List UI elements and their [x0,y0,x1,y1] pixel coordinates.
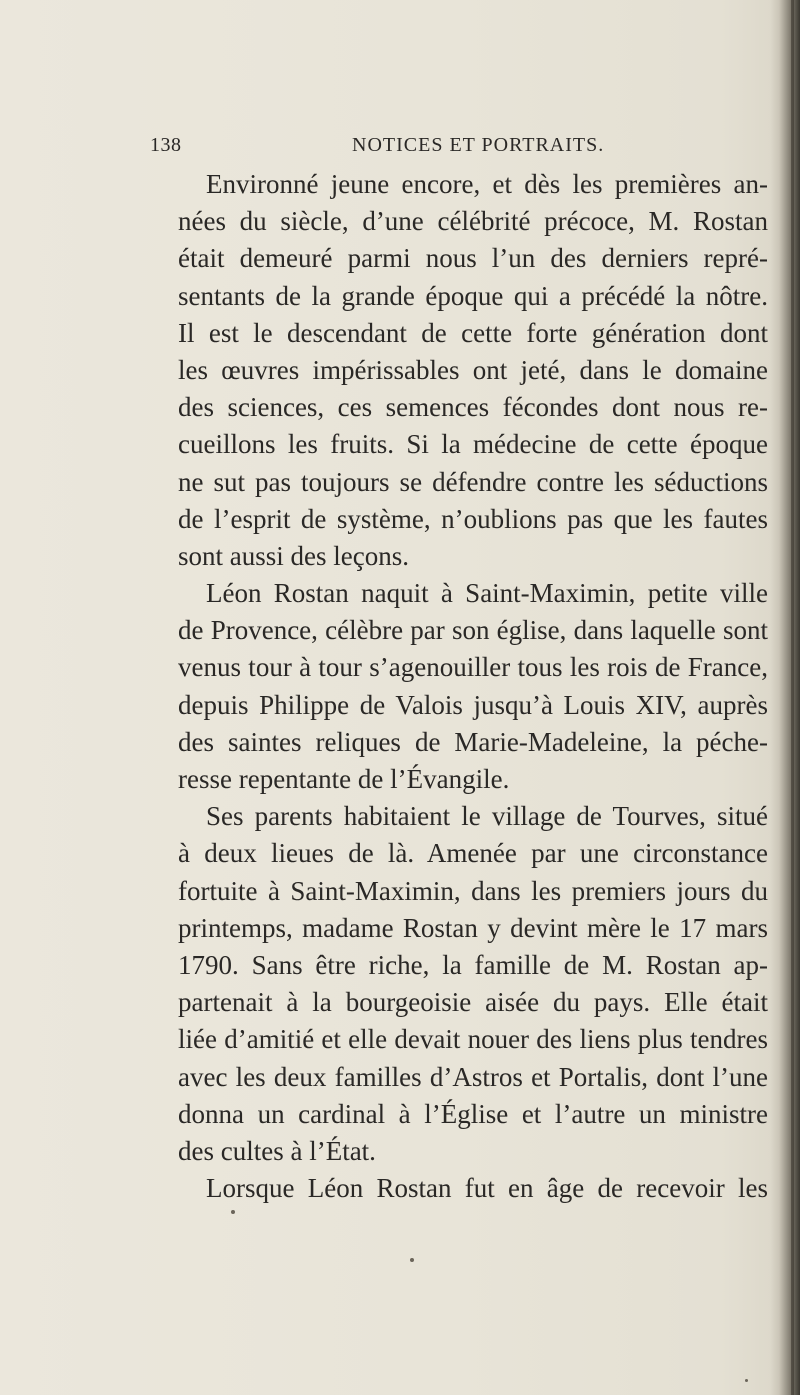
text-line: donna un cardinal à l’Église et l’autre un ministre [178,1098,768,1129]
text-line: Il est le descendant de cette forte génération dont [178,317,768,348]
text-line: des cultes à l’État. [178,1135,376,1166]
text-line: cueillons les fruits. Si la médecine de cette époque [178,429,768,460]
body-text [178,166,768,1207]
text-line: venus tour à tour s’agenouiller tous les rois de France, [178,652,768,683]
binding-shadow [770,0,800,1395]
running-head [150,134,768,160]
text-line: resse repentante de l’Évangile. [178,764,510,794]
text-line: de Provence, célèbre par son église, dans laquelle sont [178,615,768,646]
text-line: de l’esprit de système, n’oublions pas que les fautes [178,503,768,534]
text-line: 1790. Sans être riche, la famille de M. Rostan ap- [178,949,768,980]
paper-speck [410,1258,414,1262]
text-line: fortuite à Saint-Maximin, dans les premiers jours du [178,875,768,906]
text-line: ne sut pas toujours se défendre contre les séductions [178,466,768,497]
paper-speck [745,1379,748,1382]
page-edge-line [791,0,794,1395]
text-line: liée d’amitié et elle devait nouer des liens plus tendres [178,1024,768,1055]
text-line: des saintes reliques de Marie-Madeleine, la péche- [178,726,768,757]
running-title: NOTICES ET PORTRAITS. [352,134,605,156]
text-line: sont aussi des leçons. [178,540,409,571]
text-line: Environné jeune encore, et dès les premières an- [206,169,768,199]
text-line: sentants de la grande époque qui a précédé la nôtre. [178,280,768,311]
text-line: Lorsque Léon Rostan fut en âge de recevoir les [206,1173,768,1204]
text-line: depuis Philippe de Valois jusqu’à Louis XIV, auprès [178,689,768,720]
text-line: avec les deux familles d’Astros et Portalis, dont l’une [178,1061,768,1092]
text-line: printemps, madame Rostan y devint mère le 17 mars [178,912,768,943]
text-line: nées du siècle, d’une célébrité précoce, M. Rostan [178,206,768,237]
text-line: était demeuré parmi nous l’un des derniers repré- [178,243,768,274]
text-line: Ses parents habitaient le village de Tourves, situé [206,801,768,832]
page-number: 138 [150,134,182,156]
text-line: des sciences, ces semences fécondes dont nous re- [178,392,768,423]
text-line: partenait à la bourgeoisie aisée du pays. Elle était [178,987,768,1018]
text-line: Léon Rostan naquit à Saint-Maximin, petite ville [206,578,768,609]
paper-speck [231,1210,235,1214]
text-line: à deux lieues de là. Amenée par une circonstance [178,838,768,869]
text-line: les œuvres impérissables ont jeté, dans le domaine [178,354,768,385]
